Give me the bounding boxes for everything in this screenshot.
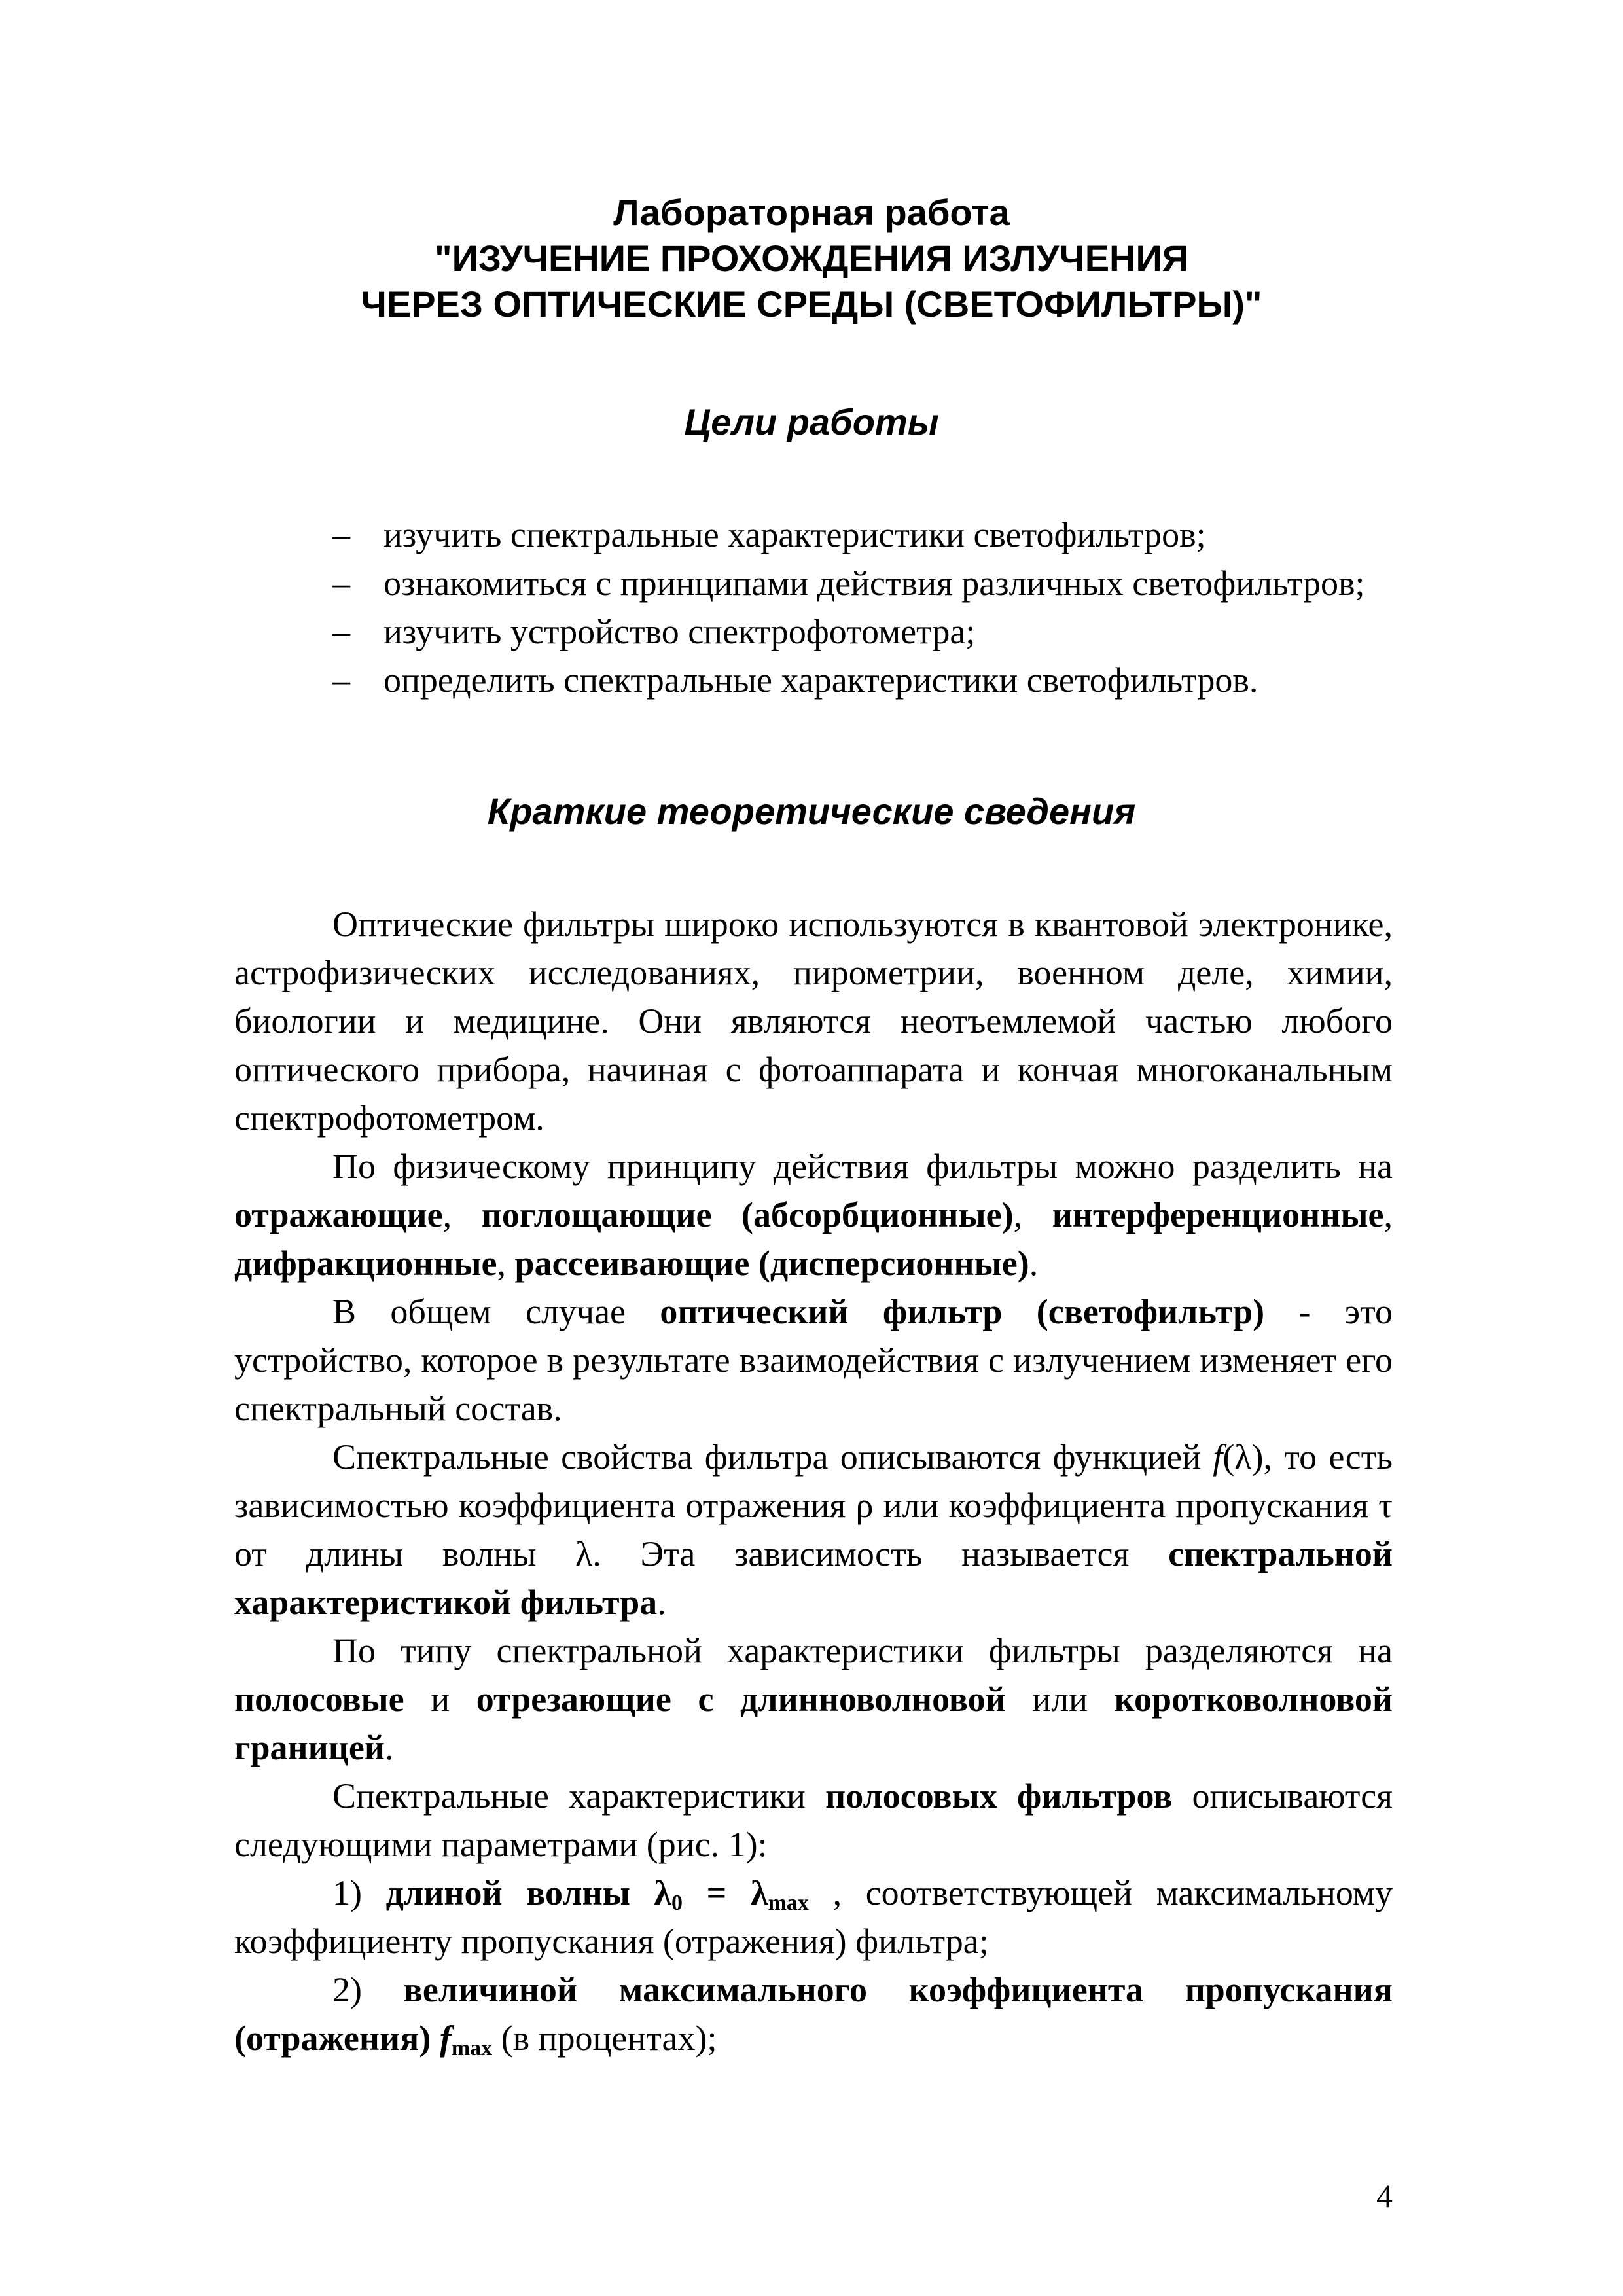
title-line-1: Лабораторная работа bbox=[613, 192, 1010, 233]
goal-item: – изучить устройство спектрофотометра; bbox=[234, 607, 1393, 656]
paragraph-characteristic-types: По типу спектральной характеристики фильтры разделяются на полосовые и отрезающие с длинноволновой или коротковолновой границей. bbox=[234, 1631, 1393, 1767]
paragraph-bandpass-params: Спектральные характеристики полосовых фильтров описываются следующими параметрами (рис. 1): bbox=[234, 1776, 1393, 1864]
goal-item: – изучить спектральные характеристики светофильтров; bbox=[234, 511, 1393, 559]
dash-mark: – bbox=[332, 564, 350, 603]
goal-item: – ознакомиться с принципами действия различных светофильтров; bbox=[234, 559, 1393, 607]
dash-mark: – bbox=[332, 612, 350, 651]
page-title bbox=[0, 190, 1623, 327]
dash-mark: – bbox=[332, 515, 350, 554]
paragraph-definition: В общем случае оптический фильтр (светофильтр) - это устройство, которое в результате взаимодействия с излучением изменяет его спектральный состав. bbox=[234, 1292, 1393, 1428]
theory-heading: Краткие теоретические сведения bbox=[487, 791, 1136, 832]
paragraph-param-2: 2) величиной максимального коэффициента пропускания (отражения) $f_{max}$ (в процентах); bbox=[234, 1970, 1393, 2060]
goal-item: – определить спектральные характеристики светофильтров. bbox=[234, 656, 1393, 704]
paragraph-filter-types: По физическому принципу действия фильтры можно разделить на отражающие, поглощающие (абсорбционные), интерференционные, дифракционные, рассеивающие (дисперсионные). bbox=[234, 1147, 1393, 1283]
dash-mark: – bbox=[332, 660, 350, 700]
title-line-3: ЧЕРЕЗ ОПТИЧЕСКИЕ СРЕДЫ (СВЕТОФИЛЬТРЫ)" bbox=[361, 283, 1262, 325]
title-line-2: "ИЗУЧЕНИЕ ПРОХОЖДЕНИЯ ИЗЛУЧЕНИЯ bbox=[435, 238, 1188, 279]
goals-list bbox=[234, 511, 1393, 704]
page-number: 4 bbox=[1376, 2178, 1393, 2214]
paragraph-param-1: 1) длиной волны $\lambda_0 = \lambda_{max}$ , соответствующей максимальному коэффициенту пропускания (отражения) фильтра; bbox=[234, 1873, 1393, 1961]
goals-heading: Цели работы bbox=[684, 401, 939, 442]
theory-body bbox=[234, 900, 1393, 2062]
paragraph-intro: Оптические фильтры широко используются в квантовой электронике, астрофизических исследованиях, пирометрии, военном деле, химии, биологии и медицине. Они являются неотъемлемой частью любого оптического прибора, начиная с фотоаппарата и кончая многоканальным спектрофотометром. bbox=[234, 905, 1393, 1138]
paragraph-spectral-properties: Спектральные свойства фильтра описываются функцией f(λ), то есть зависимостью коэффициента отражения ρ или коэффициента пропускания τ от длины волны λ. Эта зависимость называется спектральной характеристикой фильтра. bbox=[234, 1437, 1393, 1622]
